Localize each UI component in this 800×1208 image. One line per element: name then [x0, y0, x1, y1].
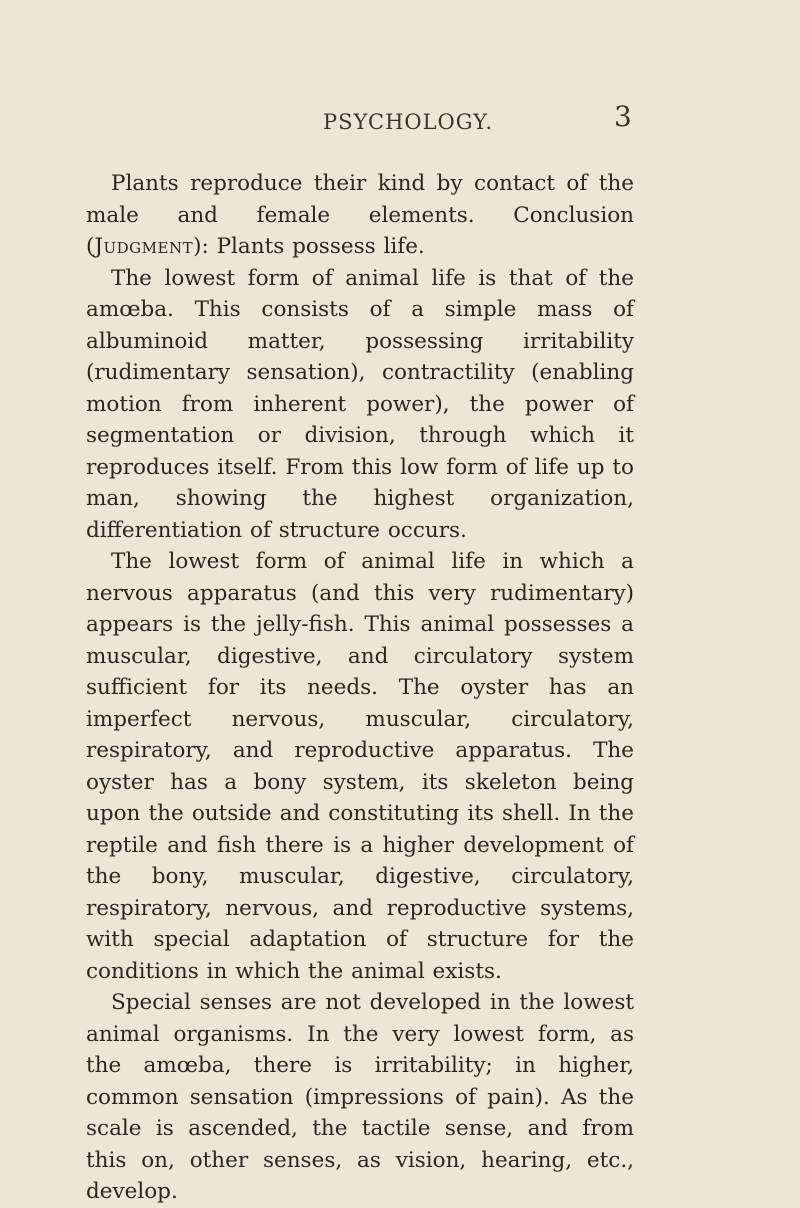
- paragraph-nervous-apparatus: The lowest form of animal life in which a nervous apparatus (and this very rudimentary) appears is the jelly-fish. This animal possesses a muscular, digestive, and circulatory system sufficient for its needs. The oyster has an imperfect nervous, muscular, circulatory, respiratory, and reproductive apparatus. The oyster has a bony system, its skeleton being upon the outside and constituting its shell. In the reptile and fish there is a higher development of the bony, muscular, digestive, circulatory, respiratory, nervous, and reproductive systems, with special adaptation of structure for the conditions in which the animal exists.: [86, 549, 634, 984]
- running-head: [0, 100, 800, 140]
- paragraph-1-text-before: Plants reproduce their kind by contact of the male and female elements. Conclusion (: [86, 171, 634, 259]
- paragraph-special-senses: Special senses are not developed in the lowest animal organisms. In the very lowest form, as the amœba, there is irritability; in higher, common sensation (impressions of pain). As the scale is ascended, the tactile sense, and from this on, other senses, as vision, hearing, etc., develop.: [86, 990, 634, 1204]
- judgment-term: Judgment: [94, 234, 194, 259]
- paragraph-amoeba: The lowest form of animal life is that of the amœba. This consists of a simple mass of albuminoid matter, possessing irritability (rudimentary sensation), contractility (enabling motion from inherent power), the power of segmentation or division, through which it reproduces itself. From this low form of life up to man, showing the highest organization, differentiation of structure occurs.: [86, 265, 634, 543]
- paragraph-1-text-after: ): Plants possess life.: [193, 234, 425, 259]
- page-number: 3: [614, 100, 632, 133]
- paragraph-plants-life: [86, 168, 634, 263]
- body-text: [86, 168, 634, 1208]
- running-title: PSYCHOLOGY.: [323, 110, 494, 134]
